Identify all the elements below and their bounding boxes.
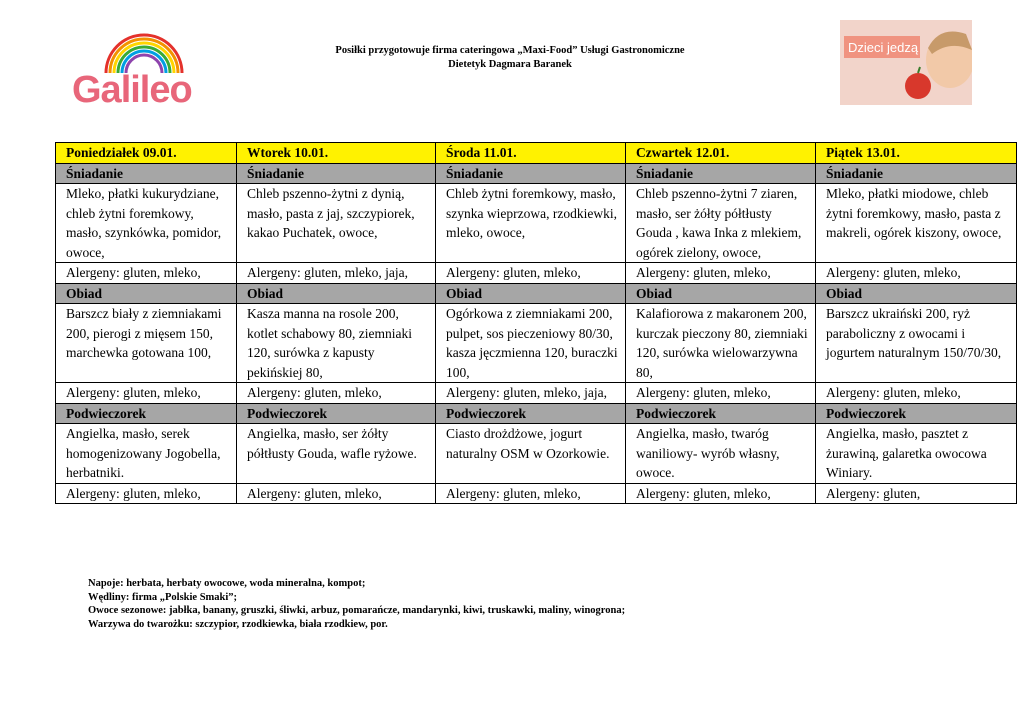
lunch-header-row [56, 283, 1017, 304]
section-title: Obiad [626, 283, 816, 304]
dietitian-line: Dietetyk Dagmara Baranek [448, 59, 572, 70]
day-header: Piątek 13.01. [816, 143, 1017, 164]
allergens: Alergeny: gluten, mleko, [436, 483, 626, 504]
day-header: Czwartek 12.01. [626, 143, 816, 164]
meal-description: Kalafiorowa z makaronem 200, kurczak pieczony 80, ziemniaki 120, surówka wielowarzywna 80, [626, 304, 816, 383]
section-title: Podwieczorek [626, 403, 816, 424]
meal-description: Ciasto drożdżowe, jogurt naturalny OSM w Ozorkowie. [436, 424, 626, 484]
allergens: Alergeny: gluten, mleko, [237, 483, 436, 504]
meal-description: Ogórkowa z ziemniakami 200, pulpet, sos pieczeniowy 80/30, kasza jęczmienna 120, buraczki 100, [436, 304, 626, 383]
meal-description: Barszcz ukraiński 200, ryż paraboliczny z owocami i jogurtem naturalnym 150/70/30, [816, 304, 1017, 383]
section-title: Śniadanie [816, 163, 1017, 184]
meal-description: Chleb pszenno-żytni 7 ziaren, masło, ser żółty półtłusty Gouda , kawa Inka z mlekiem, ogórek zielony, owoce, [626, 184, 816, 263]
allergens: Alergeny: gluten, mleko, [56, 263, 237, 284]
day-header: Poniedziałek 09.01. [56, 143, 237, 164]
meal-description: Chleb żytni foremkowy, masło, szynka wieprzowa, rzodkiewki, mleko, owoce, [436, 184, 626, 263]
breakfast-items-row [56, 184, 1017, 263]
badge-text: Dzieci jedzą [848, 40, 919, 55]
breakfast-header-row [56, 163, 1017, 184]
snack-header-row [56, 403, 1017, 424]
galileo-logo [68, 28, 218, 108]
section-title: Śniadanie [56, 163, 237, 184]
rainbow-icon [68, 28, 218, 108]
meal-description: Mleko, płatki kukurydziane, chleb żytni foremkowy, masło, szynkówka, pomidor, owoce, [56, 184, 237, 263]
section-title: Podwieczorek [816, 403, 1017, 424]
allergens: Alergeny: gluten, mleko, [56, 483, 237, 504]
meal-description: Kasza manna na rosole 200, kotlet schabowy 80, ziemniaki 120, surówka z kapusty pekińskiej 80, [237, 304, 436, 383]
section-title: Obiad [237, 283, 436, 304]
allergens: Alergeny: gluten, mleko, [816, 383, 1017, 404]
allergens: Alergeny: gluten, [816, 483, 1017, 504]
section-title: Obiad [816, 283, 1017, 304]
seasonal-fruit-note: Owoce sezonowe: jabłka, banany, gruszki, śliwki, arbuz, pomarańcze, mandarynki, kiwi, truskawki, maliny, winogrona; [88, 605, 626, 616]
drinks-note: Napoje: herbata, herbaty owocowe, woda mineralna, kompot; [88, 578, 366, 589]
dzieci-jedza-badge [840, 20, 972, 105]
day-header: Wtorek 10.01. [237, 143, 436, 164]
weekly-menu-table [55, 142, 1017, 504]
cottage-cheese-vegetables-note: Warzywa do twarożku: szczypior, rzodkiewka, biała rzodkiew, por. [88, 618, 388, 630]
apple-icon [905, 73, 931, 99]
caterer-line: Posiłki przygotowuje firma cateringowa „Maxi-Food” Usługi Gastronomiczne [335, 45, 685, 56]
meal-description: Angielka, masło, ser żółty półtłusty Gouda, wafle ryżowe. [237, 424, 436, 484]
section-title: Śniadanie [436, 163, 626, 184]
meal-description: Mleko, płatki miodowe, chleb żytni foremkowy, masło, pasta z makreli, ogórek kiszony, owoce, [816, 184, 1017, 263]
section-title: Podwieczorek [56, 403, 237, 424]
meal-description: Angielka, masło, serek homogenizowany Jogobella, herbatniki. [56, 424, 237, 484]
meal-description: Angielka, masło, twaróg waniliowy- wyrób własny, owoce. [626, 424, 816, 484]
breakfast-allergens-row [56, 263, 1017, 284]
allergens: Alergeny: gluten, mleko, jaja, [436, 383, 626, 404]
allergens: Alergeny: gluten, mleko, [237, 383, 436, 404]
page-header [240, 44, 780, 72]
snack-allergens-row [56, 483, 1017, 504]
allergens: Alergeny: gluten, mleko, [626, 383, 816, 404]
allergens: Alergeny: gluten, mleko, [56, 383, 237, 404]
allergens: Alergeny: gluten, mleko, [626, 263, 816, 284]
section-title: Obiad [56, 283, 237, 304]
section-title: Śniadanie [626, 163, 816, 184]
section-title: Obiad [436, 283, 626, 304]
lunch-allergens-row [56, 383, 1017, 404]
section-title: Podwieczorek [237, 403, 436, 424]
lunch-items-row [56, 304, 1017, 383]
allergens: Alergeny: gluten, mleko, jaja, [237, 263, 436, 284]
allergens: Alergeny: gluten, mleko, [436, 263, 626, 284]
day-header-row [56, 143, 1017, 164]
meal-description: Barszcz biały z ziemniakami 200, pierogi z mięsem 150, marchewka gotowana 100, [56, 304, 237, 383]
meal-description: Chleb pszenno-żytni z dynią, masło, pasta z jaj, szczypiorek, kakao Puchatek, owoce, [237, 184, 436, 263]
section-title: Śniadanie [237, 163, 436, 184]
meal-description: Angielka, masło, pasztet z żurawiną, galaretka owocowa Winiary. [816, 424, 1017, 484]
day-header: Środa 11.01. [436, 143, 626, 164]
footer-notes [88, 577, 625, 631]
snack-items-row [56, 424, 1017, 484]
galileo-logo-text: Galileo [72, 69, 192, 108]
allergens: Alergeny: gluten, mleko, [626, 483, 816, 504]
cold-cuts-note: Wędliny: firma „Polskie Smaki”; [88, 591, 238, 603]
allergens: Alergeny: gluten, mleko, [816, 263, 1017, 284]
section-title: Podwieczorek [436, 403, 626, 424]
